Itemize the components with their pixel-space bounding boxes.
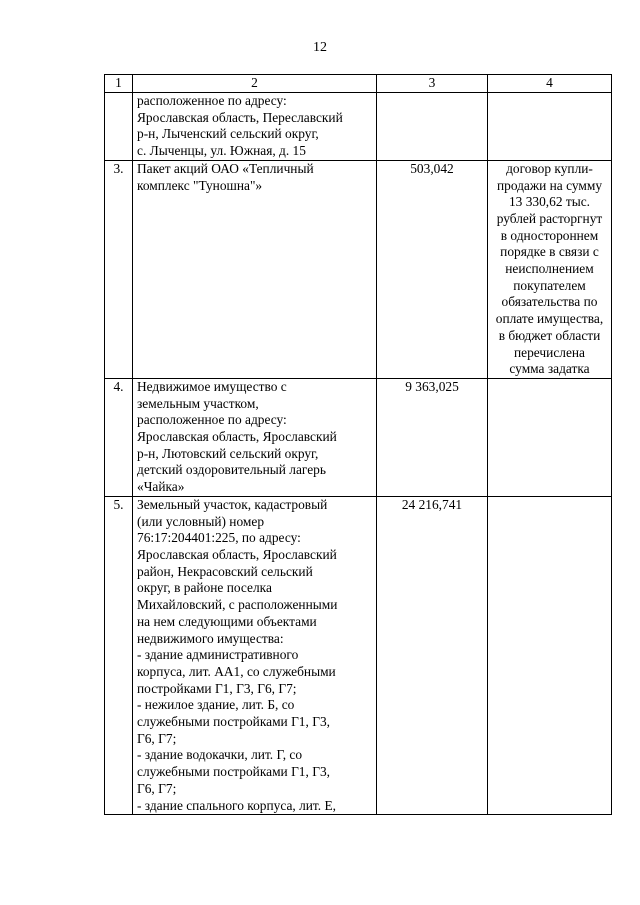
description-line: - здание административного <box>137 647 299 663</box>
description-line: Ярославская область, Ярославский <box>137 546 337 562</box>
property-description <box>133 160 377 378</box>
description-line: служебными постройками Г1, Г3, <box>137 764 330 780</box>
row-number: 3. <box>105 160 133 378</box>
row-number: 5. <box>105 496 133 814</box>
description-line: - здание спального корпуса, лит. Е, <box>137 797 336 813</box>
description-line: на нем следующими объектами <box>137 613 317 629</box>
description-line: р-н, Лютовский сельский округ, <box>137 445 319 461</box>
description-line: (или условный) номер <box>137 513 265 529</box>
description-line: «Чайка» <box>137 479 185 495</box>
description-line: Г6, Г7; <box>137 730 177 746</box>
table-header-row <box>105 75 612 93</box>
note-line: договор купли- <box>506 160 593 176</box>
note-line: продажи на сумму <box>496 177 603 193</box>
note <box>488 378 612 496</box>
note-line: покупателем <box>513 277 586 293</box>
description-line: Г6, Г7; <box>137 780 177 796</box>
note-line: рублей расторгнут <box>496 210 603 226</box>
description-line: недвижимого имущества: <box>137 630 284 646</box>
description-line: расположенное по адресу: <box>137 412 287 428</box>
page-number: 12 <box>313 40 327 55</box>
description-line: Земельный участок, кадастровый <box>137 496 328 512</box>
description-line: с. Лыченцы, ул. Южная, д. 15 <box>137 143 306 159</box>
table-row <box>105 93 612 161</box>
property-description <box>133 496 377 814</box>
description-line: детский оздоровительный лагерь <box>137 462 326 478</box>
note-line: перечислена <box>514 344 585 360</box>
property-value: 9 363,025 <box>377 378 488 496</box>
description-line: земельным участком, <box>137 395 259 411</box>
description-line: Ярославская область, Переславский <box>137 109 343 125</box>
property-table <box>104 74 612 815</box>
description-line: Ярославская область, Ярославский <box>137 429 337 445</box>
property-description <box>133 93 377 161</box>
note-line: неисполнением <box>505 261 594 277</box>
header-cell: 4 <box>488 75 612 93</box>
table-row <box>105 160 612 378</box>
header-cell: 3 <box>377 75 488 93</box>
property-description <box>133 378 377 496</box>
note-line: оплате имущества, <box>495 311 604 327</box>
description-line: Пакет акций ОАО «Тепличный <box>137 160 314 176</box>
table-row <box>105 496 612 814</box>
note-line: 13 330,62 тыс. <box>508 194 591 210</box>
description-line: - здание водокачки, лит. Г, со <box>137 747 303 763</box>
description-line: округ, в районе поселка <box>137 580 272 596</box>
note-line: сумма задатка <box>509 361 590 377</box>
property-value: 24 216,741 <box>377 496 488 814</box>
description-line: Недвижимое имущество с <box>137 378 287 394</box>
description-line: постройками Г1, Г3, Г6, Г7; <box>137 680 297 696</box>
description-line: комплекс "Туношна"» <box>137 177 263 193</box>
property-value <box>377 93 488 161</box>
description-line: 76:17:204401:225, по адресу: <box>137 530 301 546</box>
row-number: 4. <box>105 378 133 496</box>
row-number <box>105 93 133 161</box>
description-line: р-н, Лыченский сельский округ, <box>137 126 319 142</box>
note-line: в одностороннем <box>500 227 599 243</box>
note-line: порядке в связи с <box>500 244 599 260</box>
description-line: корпуса, лит. АА1, со служебными <box>137 663 336 679</box>
header-cell: 1 <box>105 75 133 93</box>
header-cell: 2 <box>133 75 377 93</box>
property-value: 503,042 <box>377 160 488 378</box>
note <box>488 496 612 814</box>
note-line: обязательства по <box>501 294 598 310</box>
note-line: в бюджет области <box>498 327 601 343</box>
description-line: район, Некрасовский сельский <box>137 563 313 579</box>
description-line: расположенное по адресу: <box>137 93 287 108</box>
table-row <box>105 378 612 496</box>
note <box>488 160 612 378</box>
note <box>488 93 612 161</box>
description-line: Михайловский, с расположенными <box>137 597 338 613</box>
description-line: - нежилое здание, лит. Б, со <box>137 697 295 713</box>
description-line: служебными постройками Г1, Г3, <box>137 714 330 730</box>
